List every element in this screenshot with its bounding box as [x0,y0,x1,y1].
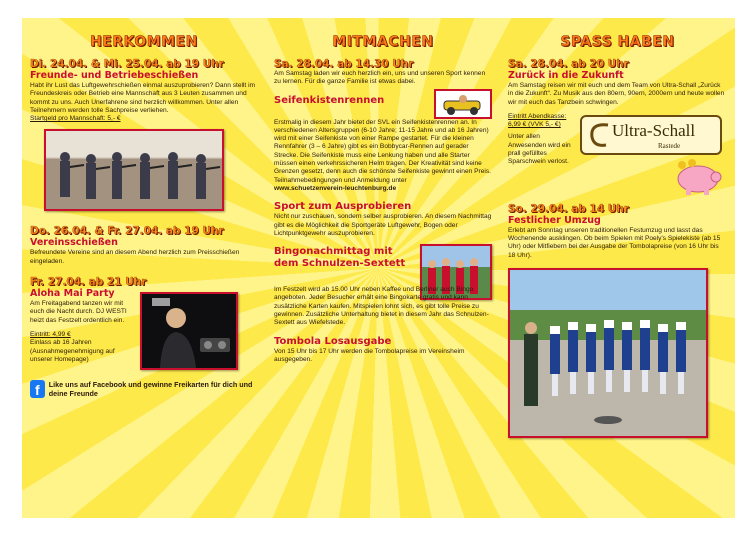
flyer-page [22,18,735,518]
ultraschall-text [508,113,574,195]
column-herkommen [22,18,266,518]
website-link[interactable]: www.schuetzenverein-leuchtenburg.de [274,184,397,192]
facebook-row[interactable] [30,380,258,398]
section-heading: Tombola Losausgabe [274,335,392,347]
event-text: Einlass ab 16 Jahren (Ausnahmegenehmigung auf unserer Homepage) [30,339,115,363]
event-text: Befreundete Vereine sind an diesem Abend herzlich zum Preisschießen eingeladen. [30,249,240,265]
dj-photo [140,292,238,370]
event-text: Habt ihr Lust das Luftgewehrschießen einmal auszuprobieren? Dann stellt im Freundeskreis oder Betrieb eine Mannschaft aus 3 Leuten zusammen und kommt zu uns. Auch Unerfahrene sind herzlich willkommen. Unter allen Teilnehmern werden tolle Sachpreise verliehen. [30,82,256,114]
event-date: Do. 26.04. & Fr. 27.04. ab 19 Uhr [30,225,224,238]
event-title: Aloha Mai Party [30,288,115,300]
facebook-icon[interactable]: f [30,380,45,398]
event-text: Nicht nur zuschauen, sondern selber ausprobieren. An diesem Nachmittag gibt es die Möglichkeit die Sportgeräte Luftgewehr, Bogen oder Lichtpunktgewehr auszuprobieren. [274,213,492,237]
parade-illustration [510,270,706,436]
event-fee: Startgeld pro Mannschaft: 5,- € [30,115,121,123]
event-text: Am Samstag reisen wir mit euch und dem Team von Ultra-Schall „Zurück in die Zukunft“. Zu Musik aus den 80ern, 90ern, 2000ern und heute wollen wir mit euch das Tanzbein schwingen. [508,82,725,106]
parade-photo [508,268,708,438]
column-title: SPASS HABEN [560,34,675,50]
section-heading: Seifenkistenrennen [274,94,385,106]
event-text: Im Festzelt wird ab 15.00 Uhr neben Kaffee und Berliner auch Bingo angeboten. Jeder Besucher erhält eine Bingokarte gratis und kann zusätzliche Karten kaufen. Mitspielen lohnt sich, es gibt tolle Preise zu gewinnen. Zusätzliche Unterhaltung bietet in diesem Jahr das Schnulzen-Sextett aus Wiefelstede. [274,286,489,327]
shooting-photo [44,129,224,211]
column-title: HERKOMMEN [90,34,198,50]
logo-subtext: Rastede [658,141,681,150]
event-date: Di. 24.04. & Mi. 25.04. ab 19 Uhr [30,58,224,70]
ultraschall-logo [580,115,722,155]
section-heading: Bingonachmittag mit dem Schnulzen-Sextett [274,246,406,270]
ultraschall-row [508,113,727,195]
event-title: Zurück in die Zukunft [508,70,624,81]
event-date: Sa. 28.04. ab 20 Uhr [508,58,629,70]
event-fee: Eintritt Abendkasse: 6,99 € (VVK 5,- €) [508,112,567,129]
column-mitmachen [266,18,500,518]
logo-text: Ultra-Schall [612,120,696,140]
party-row [30,300,258,370]
soapbox-car-icon [434,89,492,119]
column-title: MITMACHEN [332,34,434,50]
event-text: Unter allen Anwesenden wird ein prall gefülltes Sparschwein verlost. [508,133,571,166]
swirl-icon [586,119,614,151]
event-title: Festlicher Umzug [508,214,601,226]
event-fee: Eintritt: 4,99 € [30,330,71,338]
column-spass-haben [500,18,735,518]
event-date: Sa. 28.04. ab 14.30 Uhr [274,58,414,70]
event-date: So. 29.04. ab 14 Uhr [508,202,629,215]
facebook-text: Like uns auf Facebook und gewinne Freikarten für dich und deine Freunde [48,380,253,399]
event-text: Erlebt am Sonntag unseren traditionellen Festumzug und lasst das Wochenende ausklingen. Ob beim Spielen mit Poely's Spielekiste (ab 15 Uhr) oder Mitfiebern bei der Ausgabe der Tombolapreise (von 16 Uhr bis 18 Uhr). [508,226,721,259]
piggy-bank-icon [668,159,728,195]
shooters-illustration [46,131,222,209]
event-title: Vereinsschießen [30,237,118,249]
event-text: Erstmalig in diesem Jahr bietet der SVL ein Seifenkistenrennen an. In verschiedenen Altersgruppen (6-10 Jahre; 11-15 Jahre und ab 16 Jahren) wird mit einer Seifenkiste von einer Rampe gestartet. Für die kleinen Rennfahrer (3 – 6 Jahre) gibt es ein Bobbycar-Rennen auf gerader Strecke. Die Seifenkiste muss eine Lenkung haben und alle Starter müssen einen verkehrssicheren Helm tragen. Der Kreativität sind keine Grenzen gesetzt, denn auch die schönste Seifenkiste gewinnt einen Preis. Teilnahmebedingungen und Anmeldung unter [274,118,491,184]
party-text [30,300,136,370]
event-date: Fr. 27.04. ab 21 Uhr [30,276,147,289]
event-title: Freunde- und Betriebeschießen [30,70,199,81]
event-text: Am Samstag laden wir euch herzlich ein, uns und unseren Sport kennen zu lernen. Für die ganze Familie ist etwas dabei. [274,70,486,86]
dj-illustration [142,294,236,368]
event-text: Von 15 Uhr bis 17 Uhr werden die Tombolapreise im Vereinsheim ausgegeben. [274,347,465,363]
soapbox-row [274,87,492,119]
ultraschall-graphic [578,113,727,195]
section-heading: Sport zum Ausprobieren [274,201,412,213]
event-text: Am Freitagabend tanzen wir mit euch die Nacht durch. DJ WESTI heizt das Festzelt ordentlich ein. [30,300,127,324]
